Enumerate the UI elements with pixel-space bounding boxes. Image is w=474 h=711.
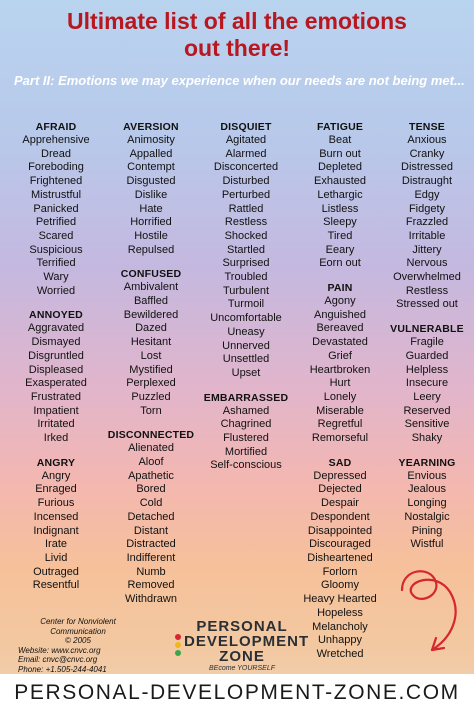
logo-line-2: DEVELOPMENT: [184, 633, 310, 650]
emotion-word: Bewildered: [123, 308, 179, 321]
category-heading: PAIN: [327, 282, 353, 295]
emotion-word: Agitated: [225, 134, 267, 146]
emotion-word: Nostalgic: [404, 510, 450, 523]
logo-tagline: BEcome YOURSELF: [208, 665, 275, 672]
emotion-word: Distressed: [401, 161, 453, 174]
category-heading: CONFUSED: [120, 268, 182, 281]
emotion-word: Hurt: [329, 377, 351, 390]
emotion-word: Jittery: [412, 243, 442, 256]
emotion-word: Detached: [127, 510, 175, 523]
emotion-word: Uncomfortable: [210, 312, 282, 325]
emotion-word: Furious: [37, 497, 75, 510]
emotion-word: Overwhelmed: [393, 271, 461, 284]
emotion-word: Ambivalent: [123, 281, 179, 294]
emotion-word: Reserved: [403, 404, 451, 417]
emotion-word: Apprehensive: [22, 134, 90, 146]
emotion-word: Worried: [36, 284, 76, 297]
emotion-word: Despondent: [310, 510, 370, 523]
pdz-logo: [184, 618, 310, 674]
emotion-word: Displeased: [28, 363, 84, 376]
emotion-word: Longing: [407, 497, 447, 510]
emotion-word: Unsettled: [222, 353, 270, 366]
emotion-word: Disappointed: [307, 524, 373, 537]
category-heading: ANNOYED: [29, 309, 83, 322]
poster-title: [0, 8, 474, 62]
emotion-word: Numb: [136, 565, 166, 578]
emotion-group: [384, 120, 470, 312]
emotion-word: Foreboding: [28, 161, 84, 174]
emotion-word: Bored: [136, 483, 166, 496]
emotion-word: Anguished: [314, 308, 366, 321]
emotion-word: Suspicious: [29, 243, 83, 256]
title-line-1: Ultimate list of all the emotions: [67, 8, 407, 34]
emotion-word: Lethargic: [317, 188, 363, 201]
emotion-word: Indifferent: [126, 551, 176, 564]
emotion-word: Miserable: [316, 404, 364, 417]
green-light-dot: [175, 650, 181, 656]
emotion-group: [384, 322, 470, 446]
emotion-word: Scared: [38, 229, 74, 242]
emotion-word: Mistrustful: [30, 188, 82, 201]
emotion-word: Outraged: [33, 565, 79, 578]
emotion-column-1: [10, 120, 102, 603]
emotion-word: Tired: [327, 229, 353, 242]
emotion-word: Gloomy: [321, 579, 359, 592]
category-heading: YEARNING: [398, 456, 456, 469]
credit-phone: Phone: +1.505-244-4041: [18, 664, 107, 674]
emotion-word: Withdrawn: [125, 593, 177, 606]
emotion-word: Fidgety: [408, 202, 446, 215]
emotion-word: Sensitive: [404, 418, 450, 431]
emotion-word: Mystified: [129, 363, 173, 376]
emotion-word: Unnerved: [222, 339, 270, 352]
emotion-word: Lonely: [323, 390, 357, 403]
emotion-word: Baffled: [133, 295, 169, 308]
emotion-group: [198, 391, 294, 474]
emotion-word: Beat: [328, 134, 352, 146]
emotion-word: Insecure: [405, 377, 449, 390]
emotion-column-2: [104, 120, 198, 617]
credit-email: Email: cnvc@cnvc.org: [18, 655, 98, 665]
emotion-word: Remorseful: [311, 432, 369, 445]
emotion-word: Upset: [231, 366, 261, 379]
emotion-word: Edgy: [414, 188, 440, 201]
emotion-word: Impatient: [33, 404, 79, 417]
emotion-group: [296, 120, 384, 271]
emotion-word: Distant: [133, 524, 169, 537]
emotion-word: Frustrated: [30, 390, 82, 403]
emotion-word: Heavy Hearted: [303, 593, 377, 606]
emotion-word: Restless: [224, 216, 268, 229]
emotion-word: Dazed: [135, 322, 167, 335]
emotion-word: Aloof: [138, 456, 164, 469]
emotion-word: Depleted: [317, 161, 363, 174]
emotion-group: [296, 456, 384, 662]
emotion-word: Despair: [321, 497, 359, 510]
logo-line-3: ZONE: [219, 648, 265, 665]
emotion-group: [10, 308, 102, 445]
emotion-word: Exhausted: [314, 175, 366, 188]
emotion-word: Perplexed: [126, 377, 176, 390]
emotion-word: Cranky: [409, 147, 445, 160]
emotion-word: Pining: [411, 524, 443, 537]
emotion-word: Contempt: [127, 161, 175, 174]
emotion-word: Terrified: [36, 257, 76, 270]
emotion-word: Devastated: [312, 336, 368, 349]
category-heading: SAD: [328, 456, 352, 469]
category-heading: VULNERABLE: [390, 323, 464, 336]
emotion-word: Sleepy: [323, 216, 357, 229]
emotion-word: Wretched: [316, 647, 364, 660]
emotion-word: Stressed out: [396, 298, 458, 311]
emotion-word: Self-conscious: [210, 459, 282, 472]
poster-subtitle: Part II: Emotions we may experience when our needs are not being met...: [14, 73, 465, 88]
emotion-word: Enraged: [35, 483, 77, 496]
emotion-word: Disgusted: [126, 175, 176, 188]
emotion-word: Regretful: [317, 418, 363, 431]
emotion-word: Removed: [127, 579, 175, 592]
emotion-word: Petrified: [35, 216, 77, 229]
cnvc-credit: [18, 617, 138, 675]
emotion-word: Listless: [321, 202, 359, 215]
emotion-word: Mortified: [224, 445, 268, 458]
emotion-word: Angry: [41, 469, 71, 482]
emotion-word: Hate: [139, 202, 163, 215]
logo-line-1: PERSONAL: [196, 618, 288, 635]
emotion-word: Rattled: [228, 202, 264, 215]
emotion-word: Grief: [328, 349, 352, 362]
emotion-word: Jealous: [408, 483, 446, 496]
emotion-group: [384, 456, 470, 552]
emotion-word: Eorn out: [319, 257, 361, 270]
category-heading: EMBARRASSED: [203, 391, 289, 404]
emotion-word: Distraught: [401, 175, 453, 188]
emotion-group: [104, 267, 198, 418]
emotion-word: Irate: [44, 538, 67, 551]
credit-year: © 2005: [65, 636, 91, 646]
category-heading: FATIGUE: [316, 121, 364, 133]
emotion-word: Puzzled: [131, 390, 171, 403]
emotion-word: Incensed: [33, 510, 79, 523]
emotion-group: [104, 120, 198, 257]
emotion-word: Shocked: [224, 229, 268, 242]
emotion-word: Irritated: [37, 418, 75, 431]
emotion-word: Wistful: [410, 538, 444, 551]
emotion-word: Irritable: [408, 229, 446, 242]
category-heading: TENSE: [408, 121, 445, 133]
traffic-light-icon: [173, 632, 183, 658]
emotion-word: Aggravated: [27, 322, 85, 335]
emotion-word: Melancholy: [312, 620, 368, 633]
emotion-word: Chagrined: [220, 418, 272, 431]
emotion-word: Frightened: [29, 175, 83, 188]
emotion-word: Cold: [139, 497, 163, 510]
emotion-word: Dislike: [134, 188, 168, 201]
emotion-word: Turbulent: [222, 284, 270, 297]
emotion-word: Unhappy: [317, 634, 363, 647]
emotion-word: Hostile: [134, 229, 168, 242]
website-footer: PERSONAL-DEVELOPMENT-ZONE.COM: [0, 674, 474, 711]
emotion-group: [10, 120, 102, 298]
emotion-group: [296, 281, 384, 446]
emotion-word: Perturbed: [221, 188, 271, 201]
emotion-word: Helpless: [405, 363, 449, 376]
emotion-word: Exasperated: [25, 377, 87, 390]
emotion-word: Leery: [413, 390, 441, 403]
emotion-word: Disconcerted: [213, 161, 279, 174]
emotion-word: Turmoil: [227, 298, 265, 311]
emotion-word: Bereaved: [316, 322, 364, 335]
emotion-word: Fragile: [410, 336, 444, 349]
emotion-word: Shaky: [411, 432, 443, 445]
emotion-word: Panicked: [33, 202, 79, 215]
emotion-word: Irked: [43, 432, 69, 445]
emotion-group: [10, 456, 102, 593]
category-heading: DISCONNECTED: [107, 429, 195, 442]
category-heading: AFRAID: [35, 121, 77, 133]
emotion-word: Anxious: [407, 134, 447, 146]
emotion-word: Uneasy: [227, 325, 265, 338]
emotion-word: Disturbed: [222, 175, 270, 188]
emotion-group: [104, 428, 198, 606]
emotion-word: Indignant: [33, 524, 79, 537]
yellow-light-dot: [175, 642, 181, 648]
emotion-word: Frazzled: [405, 216, 449, 229]
emotion-word: Restless: [405, 284, 449, 297]
red-light-dot: [175, 634, 181, 640]
emotion-word: Troubled: [224, 271, 268, 284]
emotion-word: Depressed: [313, 469, 367, 482]
emotion-column-5: [384, 120, 470, 562]
category-heading: ANGRY: [36, 456, 76, 469]
emotion-word: Appalled: [129, 147, 173, 160]
emotion-word: Horrified: [130, 216, 172, 229]
emotion-word: Distracted: [126, 538, 176, 551]
emotion-word: Ashamed: [222, 404, 270, 417]
emotion-word: Livid: [44, 551, 68, 564]
emotion-word: Flustered: [223, 432, 269, 445]
credit-website: Website: www.cnvc.org: [18, 645, 101, 655]
credit-org-line-2: Communication: [50, 626, 106, 636]
emotion-word: Apathetic: [128, 469, 174, 482]
emotion-word: Animosity: [127, 134, 175, 146]
emotion-word: Startled: [227, 243, 265, 256]
emotion-word: Dread: [41, 147, 71, 160]
emotion-word: Heartbroken: [309, 363, 371, 376]
emotion-word: Dismayed: [31, 336, 81, 349]
emotion-word: Repulsed: [127, 243, 175, 256]
emotion-word: Lost: [140, 349, 162, 362]
category-heading: AVERSION: [123, 121, 179, 133]
emotion-word: Wary: [43, 271, 69, 284]
emotion-word: Discouraged: [309, 538, 371, 551]
emotion-column-4: [296, 120, 384, 672]
emotion-group: [198, 120, 294, 381]
emotion-word: Hopeless: [317, 606, 363, 619]
emotion-word: Forlorn: [322, 565, 358, 578]
emotion-word: Burn out: [319, 147, 361, 160]
category-heading: DISQUIET: [220, 121, 272, 133]
emotion-word: Eeary: [325, 243, 355, 256]
emotion-word: Disheartened: [307, 551, 373, 564]
emotion-word: Torn: [140, 404, 162, 417]
title-line-2: out there!: [183, 35, 291, 61]
emotion-word: Dejected: [318, 483, 362, 496]
emotion-word: Guarded: [405, 349, 449, 362]
emotion-word: Agony: [324, 295, 356, 308]
emotion-word: Disgruntled: [28, 349, 84, 362]
emotion-column-3: [198, 120, 294, 483]
emotion-word: Resentful: [32, 579, 80, 592]
emotion-word: Nervous: [406, 257, 448, 270]
emotion-word: Alarmed: [225, 147, 267, 160]
emotion-word: Alienated: [128, 442, 174, 455]
emotion-word: Envious: [407, 469, 447, 482]
curly-arrow-icon: [392, 566, 466, 660]
credit-org-line-1: Center for Nonviolent: [40, 617, 116, 626]
emotion-word: Hesitant: [130, 336, 172, 349]
emotion-word: Surprised: [222, 257, 270, 270]
